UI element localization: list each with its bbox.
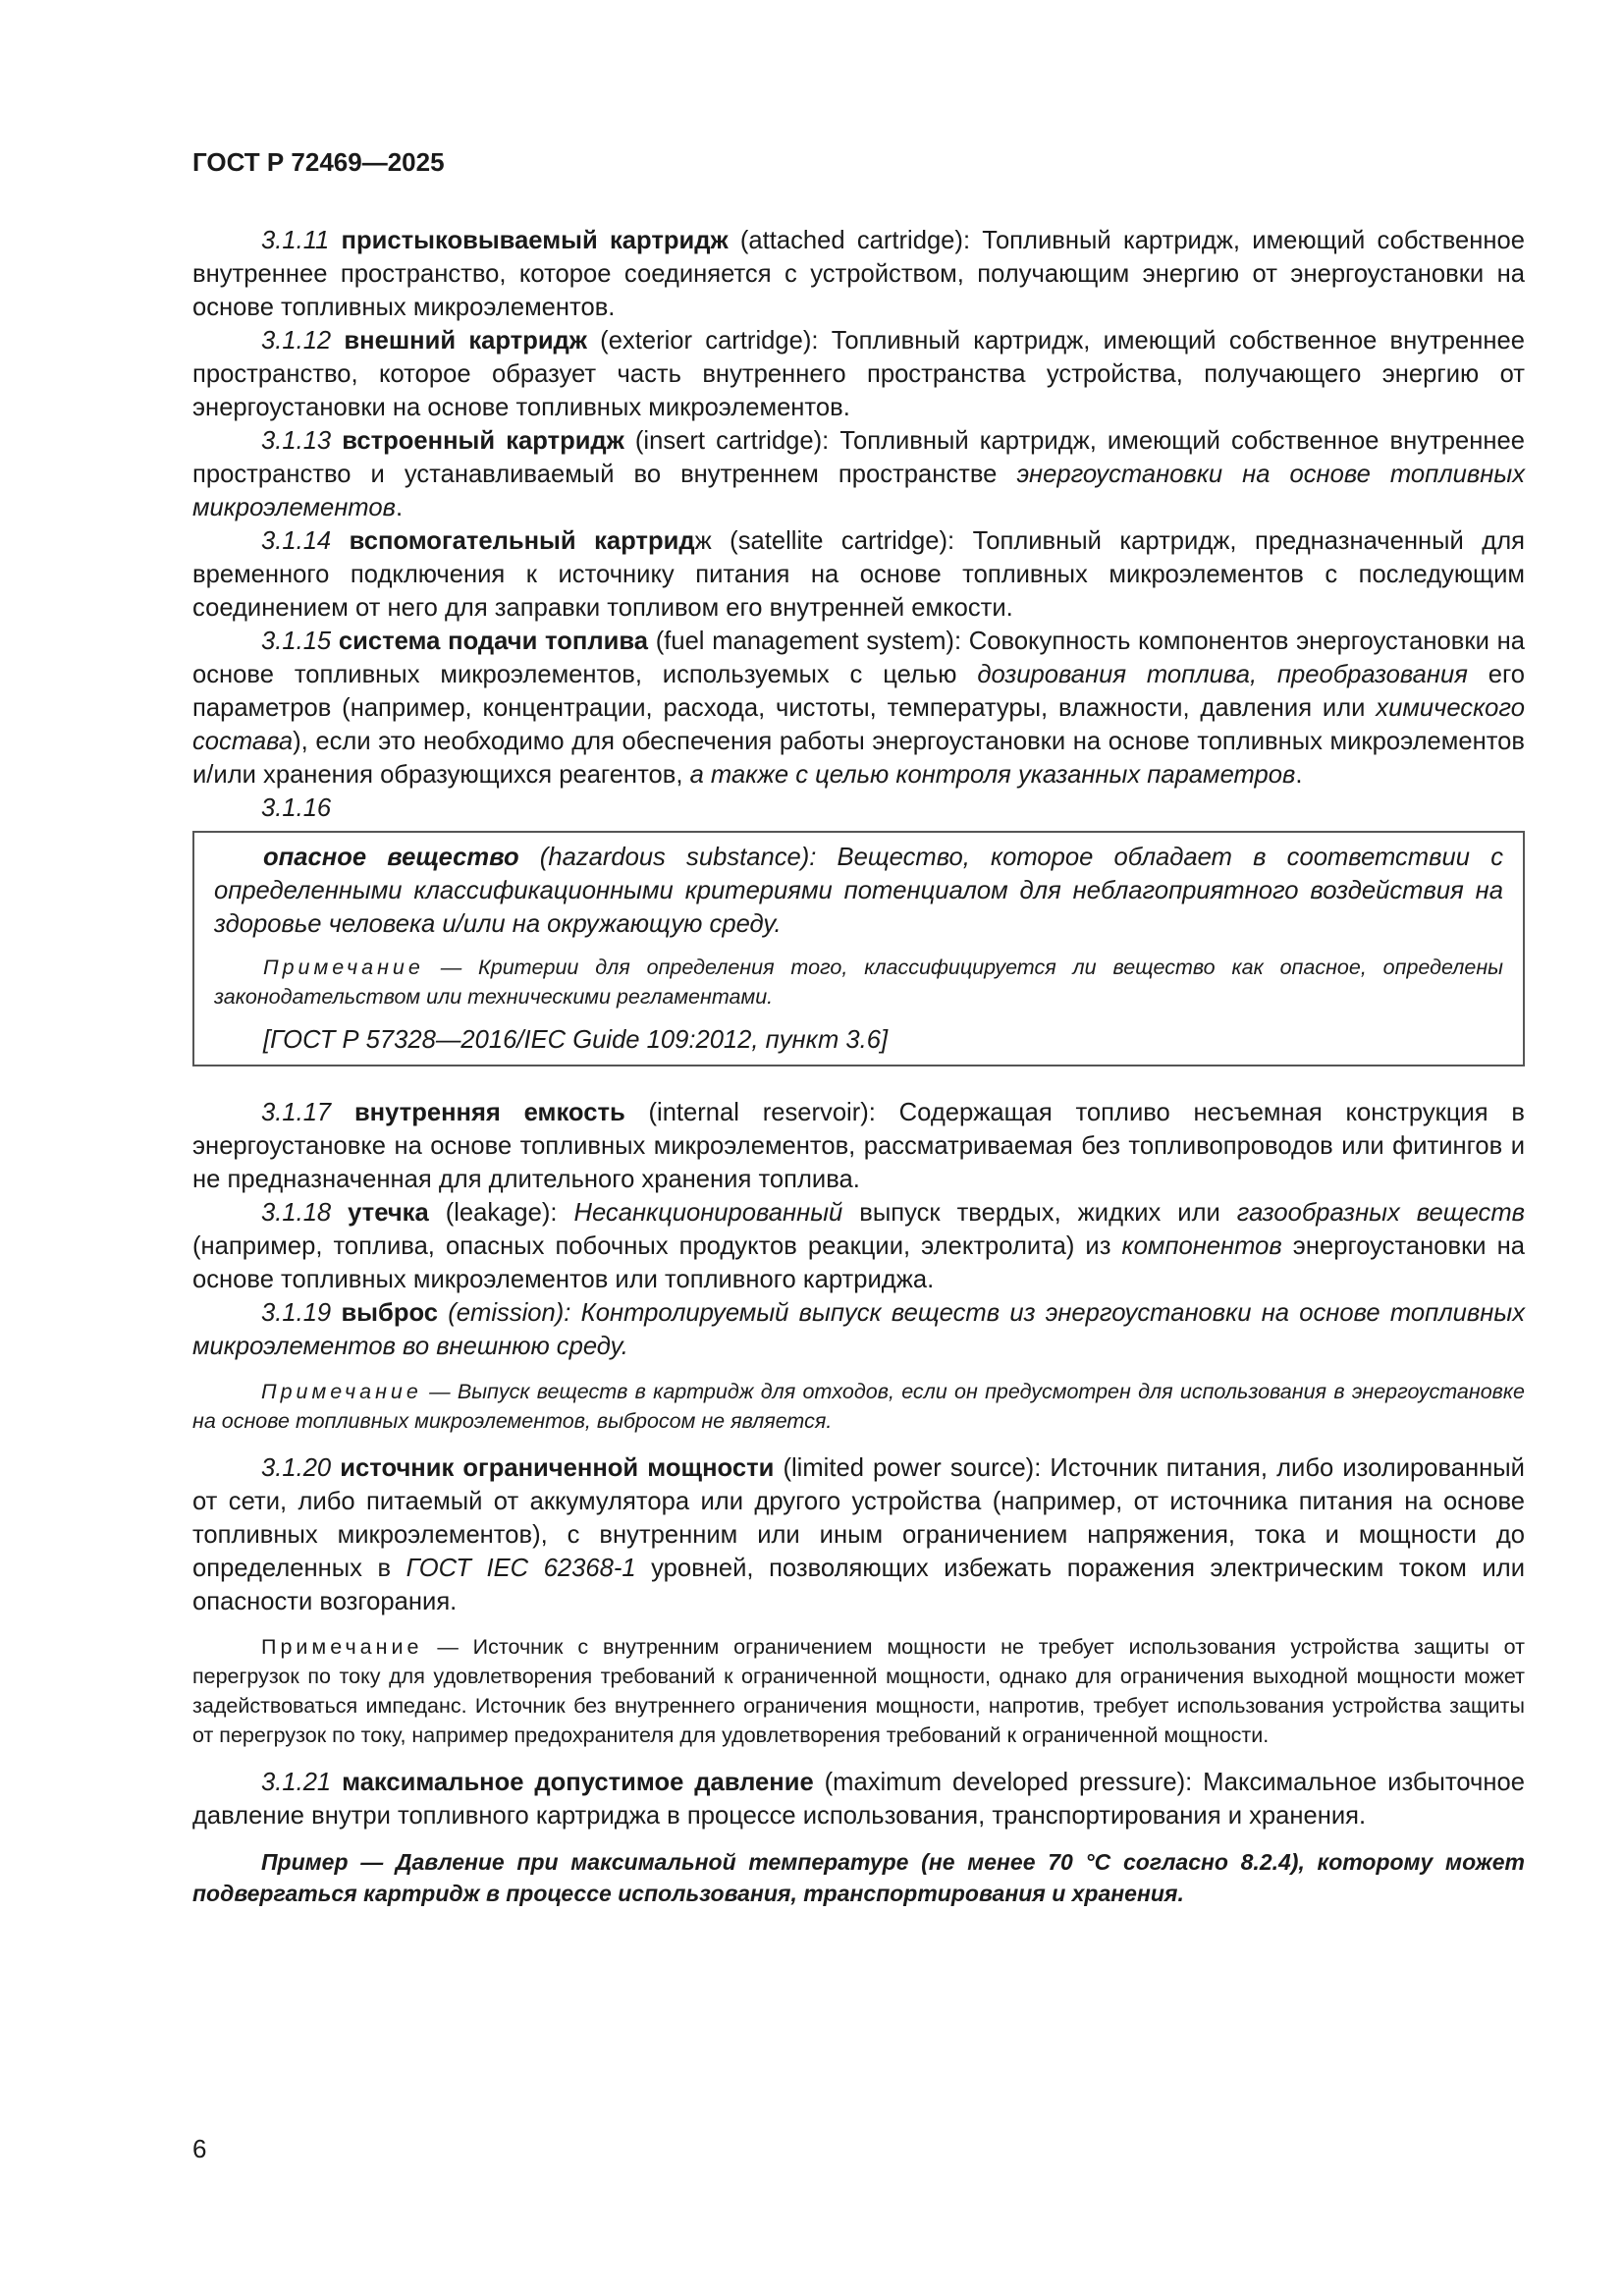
entry-number: 3.1.14 — [261, 527, 332, 555]
entry-term: пристыковываемый картридж — [341, 227, 729, 254]
entry-definition: (hazardous substance): Вещество, которое обладает в соответствии с определенными классификационными критериями потенциалом для неблагоприятного воздействия на здоровье человека и/или на окружающую среду. — [214, 844, 1503, 938]
entry-number: 3.1.16 — [261, 794, 332, 822]
entry-definition: (satellite cartridge): Топливный картридж, предназначенный для временного подключения к источнику питания на основе топливных микроэлементов с последующим соединением от него для заправки топливом его внутренней емкости. — [192, 527, 1525, 622]
entry-number: 3.1.13 — [261, 427, 332, 455]
entry-number: 3.1.21 — [261, 1769, 332, 1796]
note-text: — Критерии для определения того, классифицируется ли вещество как опасное, определены законодательством или техническими регламентами. — [214, 956, 1503, 1009]
entry-definition: энергоустановки на основе топливных микроэлементов или топливного картриджа. — [192, 1232, 1526, 1293]
entry-definition: (fuel management system): Совокупность компонентов энергоустановки на основе топливных микроэлементов, используемых с целью — [192, 628, 1525, 688]
entry-term: опасное вещество — [263, 844, 519, 871]
entry-3-1-21 — [192, 1766, 1525, 1832]
source-reference: [ГОСТ Р 57328—2016/IEC Guide 109:2012, пункт 3.6] — [263, 1026, 889, 1054]
entry-term: внешний картридж — [344, 327, 587, 355]
entry-definition-italic: компонентов — [1121, 1232, 1282, 1260]
note — [192, 1632, 1525, 1750]
note-text: — Выпуск веществ в картридж для отходов, если он предусмотрен для использования в энергоустановке на основе топливных микроэлементов, выбросом не является. — [192, 1380, 1525, 1433]
entry-term: внутренняя емкость — [353, 1099, 625, 1126]
example: Пример — Давление при максимальной температуре (не менее 70 °C согласно 8.2.4), которому может подвергаться картридж в процессе использования, транспортирования и хранения. — [192, 1849, 1525, 1906]
entry-definition: (например, топлива, опасных побочных продуктов реакции, электролита) из — [192, 1232, 1122, 1260]
entry-3-1-15 — [192, 625, 1525, 792]
entry-3-1-12 — [192, 324, 1525, 424]
note-label: Примечание — [261, 1635, 423, 1659]
entry-3-1-14 — [192, 524, 1525, 625]
entry-term: максимальное допустимое давление — [342, 1769, 814, 1796]
quoted-definition-box — [192, 831, 1525, 1066]
note-label: Примечание — [263, 956, 424, 979]
note — [192, 1377, 1525, 1436]
entry-3-1-20 — [192, 1451, 1525, 1618]
entry-definition-italic: ГОСТ IEC 62368-1 — [406, 1555, 636, 1582]
entry-definition-italic: а также с целью контроля указанных параметров — [689, 761, 1296, 789]
entry-number: 3.1.15 — [261, 628, 332, 655]
entry-3-1-17 — [192, 1096, 1525, 1196]
entry-definition: ), если это необходимо для обеспечения работы энергоустановки на основе топливных микроэлементов и/или хранения образующихся реагентов, — [192, 728, 1525, 789]
entry-definition-italic: газообразных веществ — [1236, 1199, 1525, 1227]
entry-definition-italic: энергоустановки на основе топливных микроэлементов — [192, 461, 1525, 521]
note — [214, 953, 1503, 1011]
entry-term: утечка — [348, 1199, 429, 1227]
note-text: — Источник с внутренним ограничением мощности не требует использования устройства защиты от перегрузок по току для удовлетворения требований к ограниченной мощности, однако для ограничения выходной мощности может задействоваться импеданс. Источник без внутреннего ограничения мощности, напротив, требует использования устройства защиты от перегрузок по току, например предохранителя для удовлетворения требований к ограниченной мощности. — [192, 1635, 1525, 1747]
entry-3-1-19 — [192, 1296, 1525, 1363]
document-header: ГОСТ Р 72469—2025 — [192, 147, 445, 177]
entry-definition: (emission): Контролируемый выпуск веществ из энергоустановки на основе топливных микроэлементов во внешнюю среду. — [192, 1299, 1525, 1360]
entry-definition: выпуск твердых, жидких или — [842, 1199, 1237, 1227]
page-number: 6 — [192, 2134, 207, 2163]
note-label: Примечание — [261, 1380, 422, 1403]
entry-definition: (leakage): — [428, 1199, 574, 1227]
entry-definition-italic: дозирования топлива, преобразования — [977, 661, 1468, 688]
entry-3-1-11 — [192, 224, 1525, 324]
entry-3-1-18 — [192, 1196, 1525, 1296]
entry-number: 3.1.18 — [261, 1199, 332, 1227]
entry-definition: его параметров (например, концентрации, расхода, чистоты, температуры, влажности, давления или — [192, 661, 1526, 722]
entry-3-1-16 — [214, 841, 1503, 941]
entry-definition-italic: химического состава — [192, 694, 1525, 755]
entry-definition-end: . — [1295, 761, 1303, 789]
entry-definition: (insert cartridge): Топливный картридж, имеющий собственное внутреннее пространство и устанавливаемый во внутреннем пространстве — [192, 427, 1525, 488]
entry-term: система подачи топлива — [338, 628, 648, 655]
page-content — [192, 224, 1525, 1909]
entry-definition: уровней, позволяющих избежать поражения электрическим током или опасности возгорания. — [192, 1555, 1525, 1615]
entry-definition: (internal reservoir): Содержащая топливо несъемная конструкция в энергоустановке на основе топливных микроэлементов, рассматриваемая без топливопроводов или фитингов и не предназначенная для длительного хранения топлива. — [192, 1099, 1525, 1193]
entry-term: выброс — [341, 1299, 439, 1327]
entry-definition: (limited power source): Источник питания, либо изолированный от сети, либо питаемый от аккумулятора или другого устройства (например, от источника питания на основе топливных микроэлементов), с внутренним или иным ограничением напряжения, тока и мощности до определенных в — [192, 1454, 1525, 1582]
entry-number: 3.1.11 — [261, 227, 330, 254]
entry-number: 3.1.19 — [261, 1299, 332, 1327]
entry-term: встроенный картридж — [342, 427, 624, 455]
entry-term: вспомогательный картрид — [349, 527, 695, 555]
entry-term: источник ограниченной мощности — [340, 1454, 775, 1482]
entry-definition-italic: Несанкционированный — [573, 1199, 843, 1227]
entry-3-1-13 — [192, 424, 1525, 524]
entry-definition-end: . — [395, 494, 404, 521]
entry-term-tail: ж — [694, 527, 712, 555]
entry-number: 3.1.12 — [261, 327, 332, 355]
entry-number: 3.1.20 — [261, 1454, 332, 1482]
entry-definition: (attached cartridge): Топливный картридж, имеющий собственное внутреннее пространство, которое соединяется с устройством, получающим энергию от энергоустановки на основе топливных микроэлементов. — [192, 227, 1525, 321]
entry-3-1-16-number — [192, 792, 1525, 825]
entry-definition: (exterior cartridge): Топливный картридж, имеющий собственное внутреннее пространство, которое образует часть внутреннего пространства устройства, получающего энергию от энергоустановки на основе топливных микроэлементов. — [192, 327, 1525, 421]
entry-definition: (maximum developed pressure): Максимальное избыточное давление внутри топливного картриджа в процессе использования, транспортирования и хранения. — [192, 1769, 1525, 1830]
entry-number: 3.1.17 — [261, 1099, 332, 1126]
